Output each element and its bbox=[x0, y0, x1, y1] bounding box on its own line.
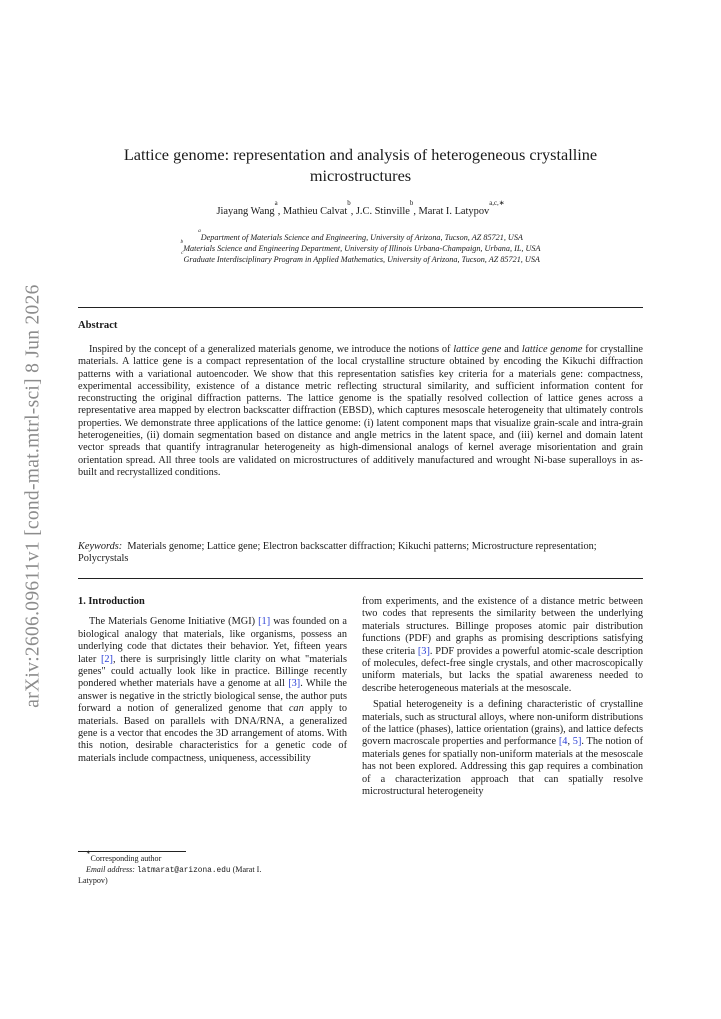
affiliation-b: $^b$Materials Science and Engineering Department, University of Illinois Urbana-Champaign, Urbana, IL, USA bbox=[180, 239, 541, 254]
author-mark: b bbox=[347, 199, 351, 207]
title-line-1: Lattice genome: representation and analysis of heterogeneous crystalline bbox=[123, 145, 598, 164]
bottom-rule bbox=[78, 578, 643, 579]
abstract-heading: Abstract bbox=[78, 320, 118, 331]
term-lattice-gene: lattice gene bbox=[453, 344, 502, 355]
author-mark: a bbox=[274, 199, 278, 207]
keywords-label: Keywords: bbox=[78, 541, 123, 552]
citation-link[interactable]: [2] bbox=[100, 653, 113, 665]
author-mark: a,c,∗ bbox=[489, 199, 505, 207]
section-heading: 1. Introduction bbox=[78, 596, 145, 607]
paper-title bbox=[78, 144, 643, 186]
corresponding-author: Corresponding author bbox=[90, 854, 162, 863]
author-name: Marat I. Latypov bbox=[418, 206, 490, 217]
keywords bbox=[78, 541, 643, 566]
affiliation-c: $^c$Graduate Interdisciplinary Program in Applied Mathematics, University of Arizona, Tucson, AZ 85721, USA bbox=[181, 250, 540, 265]
affiliation-a: $^a$Department of Materials Science and Engineering, University of Arizona, Tucson, AZ 85721, USA bbox=[198, 227, 523, 242]
citation-link[interactable]: [3] bbox=[288, 678, 301, 690]
citation-link[interactable]: [3] bbox=[417, 645, 430, 657]
footnote: ∗Corresponding author Email address: latmarat@arizona.edu (Marat I. Latypov) bbox=[78, 849, 262, 886]
keywords-text: Materials genome; Lattice gene; Electron backscatter diffraction; Kikuchi patterns; Microstructure representation; Polycrystals bbox=[78, 541, 597, 565]
citation-link[interactable]: 5] bbox=[572, 736, 582, 748]
email-address[interactable]: latmarat@arizona.edu bbox=[136, 866, 231, 875]
intro-paragraph-2: Spatial heterogeneity is a defining characteristic of crystalline materials, such as structural alloys, where non-uniform distributions of the lattice (phases), lattice orientation (grains), and lattice defects govern macroscale properties and performance [4, 5]. The notion of materials genes for spatially non-uniform materials at the mesoscale has not been explored. Addressing this gap requires a combination of a characterization approach that can spatially resolve microstructural heterogeneity bbox=[362, 699, 643, 798]
footnote-rule bbox=[78, 851, 186, 852]
author-name: Jiayang Wang bbox=[216, 206, 275, 217]
author-name: J.C. Stinville bbox=[355, 206, 410, 217]
author-list: Jiayang Wang$^a$, Mathieu Calvat$^b$, J.C. Stinville$^b$, Marat I. Latypov$^{a,c,∗}$ bbox=[216, 199, 505, 217]
abstract-text: Inspired by the concept of a generalized materials genome, we introduce the notions of lattice gene and lattice genome for crystalline materials. A lattice gene is a compact representation of the local crystalline structure obtained by encoding the Kikuchi diffraction patterns with a variational autoencoder. We show that this representation satisfies key criteria for a materials gene: compactness, experimental accessibility, existence of a distance metric reflecting structural similarity, and sufficient information content for reconstructing the original diffraction patterns. The lattice genome is the spatially resolved collection of lattice genes across a representative area mapped by electron backscatter diffraction (EBSD), which captures mesoscale heterogeneity that ultimately controls properties. We demonstrate three applications of the lattice genome: (i) latent component maps that visualize grain-scale and intra-grain heterogeneities, (ii) domain segmentation based on distance and angle metrics in the latent space, and (iii) kernel and domain latent vector spreads that quantify intragranular heterogeneity as high-dimensional analogs of kernel average misorientation and grain orientation spread. All three tools are validated on microstructures of additively manufactured and wrought Ni-base superalloys in as-built and recrystallized conditions. bbox=[78, 344, 643, 478]
title-line-2: microstructures bbox=[309, 166, 412, 185]
citation-link[interactable]: [1] bbox=[258, 616, 271, 628]
left-column bbox=[78, 596, 347, 769]
author-mark: b bbox=[409, 199, 414, 207]
intro-paragraph-1-continued: from experiments, and the existence of a distance metric between two codes that represents the similarity between the underlying materials structures. Billinge proposes atomic pair distribution functions (PDF) and graphs as promising descriptions satisfying these criteria [3]. PDF provides a powerful atomic-scale description of molecules, defect-free single crystals, and other macroscopically uniform materials, but lacks the spatial awareness needed to describe heterogeneous materials at the mesoscale. bbox=[362, 596, 643, 694]
right-column bbox=[362, 596, 643, 803]
citation-link[interactable]: [4 bbox=[558, 736, 568, 748]
author-name: Mathieu Calvat bbox=[282, 206, 348, 217]
affiliations bbox=[78, 227, 643, 266]
top-rule bbox=[78, 307, 643, 308]
arxiv-identifier: arXiv:2606.09611v1 [cond-mat.mtrl-sci] 8 Jun 2026 bbox=[23, 284, 45, 708]
term-lattice-genome: lattice genome bbox=[521, 344, 583, 355]
intro-paragraph-1: The Materials Genome Initiative (MGI) [1] was founded on a biological analogy that materials, like organisms, possess an underlying code that dictates their behavior. Yet, fifteen years later [2], there is surprisingly little clarity on what "materials genes" could actually look like in practice. Billinge recently pondered whether materials have a genome at all [3]. While the answer is negative in the strictly biological sense, the author puts forward a notion of generalized genome that can apply to materials. Based on parallels with DNA/RNA, a generalized gene is a vector that encodes the 3D arrangement of atoms. With this notion, desirable characteristics for a genetic code of materials include compactness, uniqueness, accessibility bbox=[78, 616, 347, 764]
